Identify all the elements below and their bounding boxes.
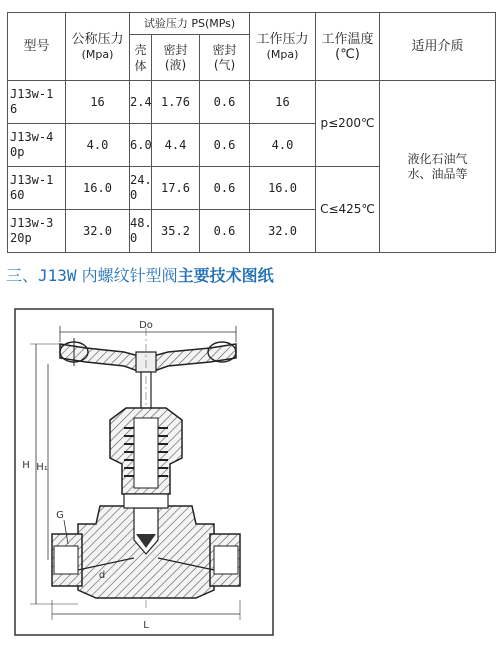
model-line-1: J13w-4 — [10, 130, 54, 144]
cell-model — [8, 210, 66, 253]
cell-nominal: 32.0 — [66, 210, 130, 253]
model-line-1: J13w-3 — [10, 216, 54, 230]
model-line-2: 60 — [10, 188, 25, 202]
header-working-temp — [316, 13, 380, 81]
model-line-1: J13w-1 — [10, 87, 54, 101]
label-h1: H₁ — [36, 462, 48, 473]
header-test-pressure: 试验压力 PS(MPs) — [130, 13, 250, 35]
header-temp-unit: (℃) — [335, 46, 360, 62]
cell-seal-liquid: 1.76 — [152, 81, 200, 124]
header-seal-liquid — [152, 35, 200, 81]
cell-seal-gas: 0.6 — [200, 210, 250, 253]
cell-shell — [130, 167, 152, 210]
shell-line-1: 2.4 — [130, 94, 152, 109]
cell-temp-group-1: p≤200℃ — [316, 81, 380, 167]
shell-line-1: 6.0 — [130, 137, 152, 152]
cell-temp-group-2: C≤425℃ — [316, 167, 380, 253]
header-seal-gas-sub: (气) — [213, 57, 236, 72]
cell-shell — [130, 81, 152, 124]
label-do: Do — [139, 320, 153, 331]
cell-model — [8, 81, 66, 124]
header-seal-gas — [200, 35, 250, 81]
header-shell — [130, 35, 152, 81]
shell-line-2: 0 — [130, 231, 138, 245]
shell-line-1: 48. — [130, 216, 152, 230]
section-heading — [6, 263, 274, 286]
cell-working: 4.0 — [250, 124, 316, 167]
cell-working: 32.0 — [250, 210, 316, 253]
cell-seal-gas: 0.6 — [200, 167, 250, 210]
shell-line-2: 0 — [130, 188, 138, 202]
cell-shell — [130, 124, 152, 167]
model-line-2: 20p — [10, 231, 32, 245]
label-g: G — [56, 510, 64, 521]
cell-seal-liquid: 17.6 — [152, 167, 200, 210]
model-line-2: 0p — [10, 145, 25, 159]
model-line-1: J13w-1 — [10, 173, 54, 187]
heading-middle: 内螺纹针型阀 — [81, 266, 178, 285]
table-row — [8, 81, 496, 124]
cell-nominal: 16 — [66, 81, 130, 124]
cell-shell — [130, 210, 152, 253]
header-temp-label: 工作温度 — [321, 31, 374, 47]
heading-prefix: 三、 — [6, 266, 39, 285]
header-model: 型号 — [8, 13, 66, 81]
cell-seal-liquid: 35.2 — [152, 210, 200, 253]
cell-model — [8, 167, 66, 210]
cell-seal-gas: 0.6 — [200, 124, 250, 167]
valve-drawing — [14, 308, 276, 638]
spec-table — [7, 12, 496, 253]
cell-model — [8, 124, 66, 167]
header-nominal-unit: (Mpa) — [81, 47, 114, 61]
header-nominal-label: 公称压力 — [71, 31, 124, 47]
cell-working: 16.0 — [250, 167, 316, 210]
heading-code: J13W — [38, 266, 77, 285]
header-medium: 适用介质 — [380, 13, 496, 81]
cell-medium — [380, 81, 496, 253]
cell-seal-liquid: 4.4 — [152, 124, 200, 167]
label-l: L — [143, 620, 149, 631]
model-line-2: 6 — [10, 102, 18, 116]
header-nominal-pressure — [66, 13, 130, 81]
header-seal-liquid-sub: (液) — [164, 57, 187, 72]
cell-nominal: 16.0 — [66, 167, 130, 210]
heading-emphasis: 主要技术图纸 — [177, 266, 274, 285]
label-h: H — [22, 460, 30, 471]
header-working-unit: (Mpa) — [266, 47, 299, 61]
header-working-pressure — [250, 13, 316, 81]
label-d: d — [98, 570, 106, 581]
header-shell-text: 壳体 — [134, 42, 147, 73]
cell-working: 16 — [250, 81, 316, 124]
shell-line-1: 24. — [130, 173, 152, 187]
header-seal-gas-label: 密封 — [212, 42, 237, 57]
medium-line-2: 水、油品等 — [407, 166, 468, 181]
cell-seal-gas: 0.6 — [200, 81, 250, 124]
header-seal-liquid-label: 密封 — [163, 42, 188, 57]
header-working-label: 工作压力 — [256, 31, 309, 47]
cell-nominal: 4.0 — [66, 124, 130, 167]
medium-line-1: 液化石油气 — [407, 151, 468, 166]
